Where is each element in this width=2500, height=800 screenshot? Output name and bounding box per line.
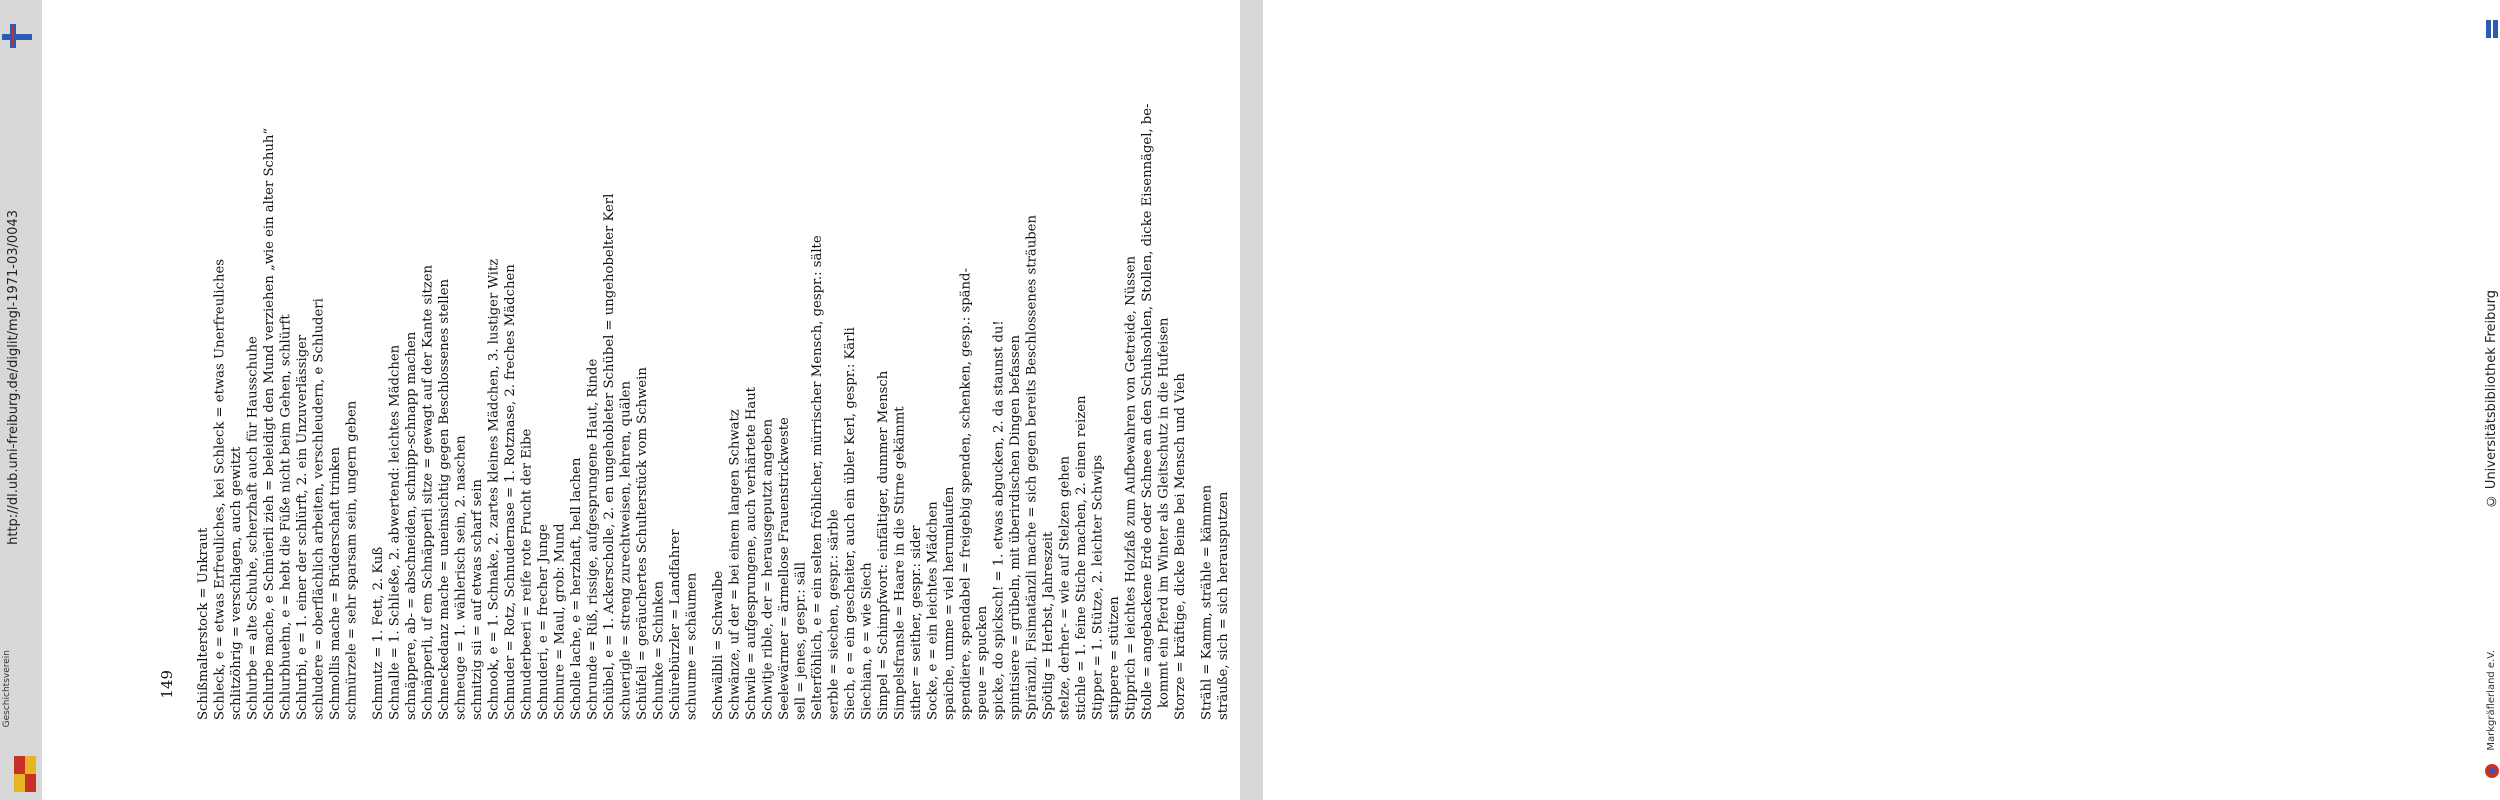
glossary-entry: Schneckedanz mache = uneinsichtig gegen Beschlossenes stellen (437, 278, 452, 720)
right-toolbar-strip (1240, 0, 2499, 800)
glossary-entry: Storze = kräftige, dicke Beine bei Mensch und Vieh (1173, 373, 1188, 720)
glossary-entry: Schlurbe mache, e Schnüerli zieh = beleidigt den Mund verziehen „wie ein alter Schuh“ (262, 127, 277, 720)
glossary-text (196, 100, 1231, 720)
glossary-entry: Schürebürzler = Landfahrer (668, 529, 683, 720)
page-number: 149 (158, 670, 176, 699)
glossary-entry: Stipprich = leichtes Holzfaß zum Aufbewahren von Getreide, Nüssen (1123, 255, 1139, 720)
glossary-entry: sell = jenes, gespr.: säll (793, 562, 809, 720)
glossary-entry: Scholle lache, e = herzhaft, hell lachen (569, 457, 584, 720)
glossary-entry: spicke, do spicksch! = 1. etwas abgucken, 2. da staunst du! (991, 320, 1007, 720)
glossary-entry: Schmutz = 1. Fett, 2. Kuß (371, 546, 386, 720)
glossary-entry: schuerigle = streng zurechtweisen, lehren, quälen (618, 381, 634, 720)
copyright-notice: © Universitätsbibliothek Freiburg (2484, 290, 2499, 509)
glossary-entry: Strähl = Kamm, strähle = kämmen (1199, 484, 1215, 720)
flag-icon (2, 24, 32, 48)
glossary-entry: Simpelsfransle = Haare in die Stirne gekämmt (892, 406, 908, 720)
glossary-entry: sträuße, sich = sich herausputzen (1216, 491, 1231, 720)
glossary-entry: Schüfeli = geräuchertes Schulterstück vom Schwein (635, 367, 650, 720)
glossary-entry: Schunke = Schinken (651, 580, 667, 720)
glossary-entry: Schnook, e = 1. Schnake, 2. zartes kleines Mädchen, 3. lustiger Witz (486, 258, 502, 720)
glossary-entry: Selterföhlich, e = ein selten fröhlicher, mürrischer Mensch, gespr.: sälte (810, 235, 825, 720)
glossary-entry: Schlurbi, e = 1. einer der schlürft, 2. ein Unzuverlässiger (295, 334, 310, 720)
publisher-label-right: Markgräflerland e.V. (2486, 650, 2497, 751)
glossary-entry: Schübel, e = 1. Ackerscholle, 2. en ungehobleter Schübel = ungehobelter Kerl (602, 193, 617, 720)
glossary-entry: Schwile = aufgesprungene, auch verhärtete Haut (744, 387, 759, 720)
glossary-entry: schneuge = 1. wählerisch sein, 2. naschen (453, 435, 469, 720)
glossary-entry: Schwänze, uf der = bei einem langen Schwatz (727, 409, 743, 720)
glossary-entry: Stolle = angebackene Erde oder Schnee an den Schuhsohlen, Stollen, dicke Eisennägel, be- (1140, 103, 1155, 720)
glossary-entry: Schlurbhuehn, e = hebt die Füße nicht beim Gehen, schlürft (278, 314, 294, 720)
glossary-entry: Seelewärmer = ärmellose Frauenstrickweste (777, 417, 792, 720)
glossary-entry: Schwälbli = Schwalbe (711, 570, 726, 720)
document-url[interactable]: http://dl.ub.uni-freiburg.de/diglit/mgl-1971-03/0043 (6, 210, 21, 545)
glossary-entry: serble = siechen, gespr.: särble (826, 509, 842, 720)
glossary-entry: schuume = schäumen (684, 572, 700, 720)
glossary-entry: Schnuder = Rotz, Schnudernase = 1. Rotznase, 2. freches Mädchen (503, 264, 518, 720)
document-page (196, 100, 1231, 720)
glossary-entry: Schlurbe = alte Schuhe, scherzhaft auch für Hausschuhe (245, 336, 261, 720)
crest-icon (14, 756, 36, 792)
glossary-entry: stelze, derher- = wie auf Stelzen gehen (1057, 455, 1073, 720)
glossary-entry: schlitzöhrig = verschlagen, auch gewitzt (229, 446, 244, 720)
glossary-entry: Spötlig = Herbst, Jahreszeit (1041, 531, 1056, 720)
glossary-entry: Simpel = Schimpfwort: einfältiger, dummer Mensch (876, 370, 891, 720)
glossary-entry: Schißmalterstock = Unkraut (196, 527, 211, 720)
glossary-entry: Socke, e = ein leichtes Mädchen (925, 501, 941, 720)
glossary-entry: Siech, e = ein gescheiter, auch ein übler Kerl, gespr.: Kärli (843, 327, 858, 720)
glossary-entry: speue = spucken (975, 605, 990, 720)
glossary-entry: sither = seither, gespr.: sider (909, 525, 924, 720)
glossary-entry: spintisiere = grübeln, mit überirdischen Dingen befassen (1008, 335, 1023, 720)
flag-icon-right (2486, 20, 2498, 38)
glossary-entry: kommt ein Pferd im Winter als Gleitschutz in die Hufeisen (1156, 317, 1172, 708)
glossary-entry: Schnalle = 1. Schließe, 2. abwertend: leichtes Mädchen (387, 344, 403, 720)
glossary-entry: schludere = oberflächlich arbeiten, verschleudern, e Schluderi (311, 298, 327, 720)
glossary-entry: schnitzig sii = auf etwas scharf sein (470, 479, 485, 720)
glossary-entry: Schnure = Maul, grob: Mund (552, 523, 568, 720)
glossary-entry: Schleck, e = etwas Erfreuliches, kei Schleck = etwas Unerfreuliches (212, 258, 228, 720)
left-toolbar-strip (0, 0, 42, 800)
glossary-entry: Spiränzli, Fisimatänzli mache = sich gegen bereits Beschlossenes sträuben (1024, 215, 1040, 720)
glossary-entry: Siechian, e = wie Siech (859, 562, 875, 720)
glossary-entry: Schnuderbeeri = reife rote Frucht der Eibe (519, 428, 535, 720)
glossary-entry: schmürzele = sehr sparsam sein, ungern geben (344, 400, 360, 720)
glossary-entry: spendiere, spendabel = freigebig spenden, schenken, gesp.: spänd- (958, 268, 974, 720)
crest-icon-right (2485, 756, 2499, 786)
glossary-entry: stippere = stützen (1107, 596, 1122, 720)
glossary-entry: stichle = 1. feine Stiche machen, 2. einen reizen (1074, 395, 1089, 720)
glossary-entry: spaiche, umme = viel herumlaufen (942, 486, 957, 720)
glossary-entry: Schwitje rible, der = herausgeputzt angeben (760, 418, 776, 720)
glossary-entry: Schnäpperli, uf em Schnäpperli sitze = gewagt auf der Kante sitzen (420, 264, 436, 720)
glossary-entry: Stipper = 1. Stütze, 2. leichter Schwips (1090, 454, 1106, 720)
glossary-entry: Schmollis mache = Brüderschaft trinken (328, 447, 343, 720)
glossary-entry: schnäppere, ab- = abschneiden, schnipp-schnapp machen (404, 331, 419, 720)
glossary-entry: Schrunde = Riß, rissige, aufgesprungene Haut, Rinde (585, 358, 601, 720)
publisher-label-left: Geschichtsverein (2, 650, 12, 728)
glossary-entry: Schnuderi, e = frecher Junge (536, 524, 551, 720)
